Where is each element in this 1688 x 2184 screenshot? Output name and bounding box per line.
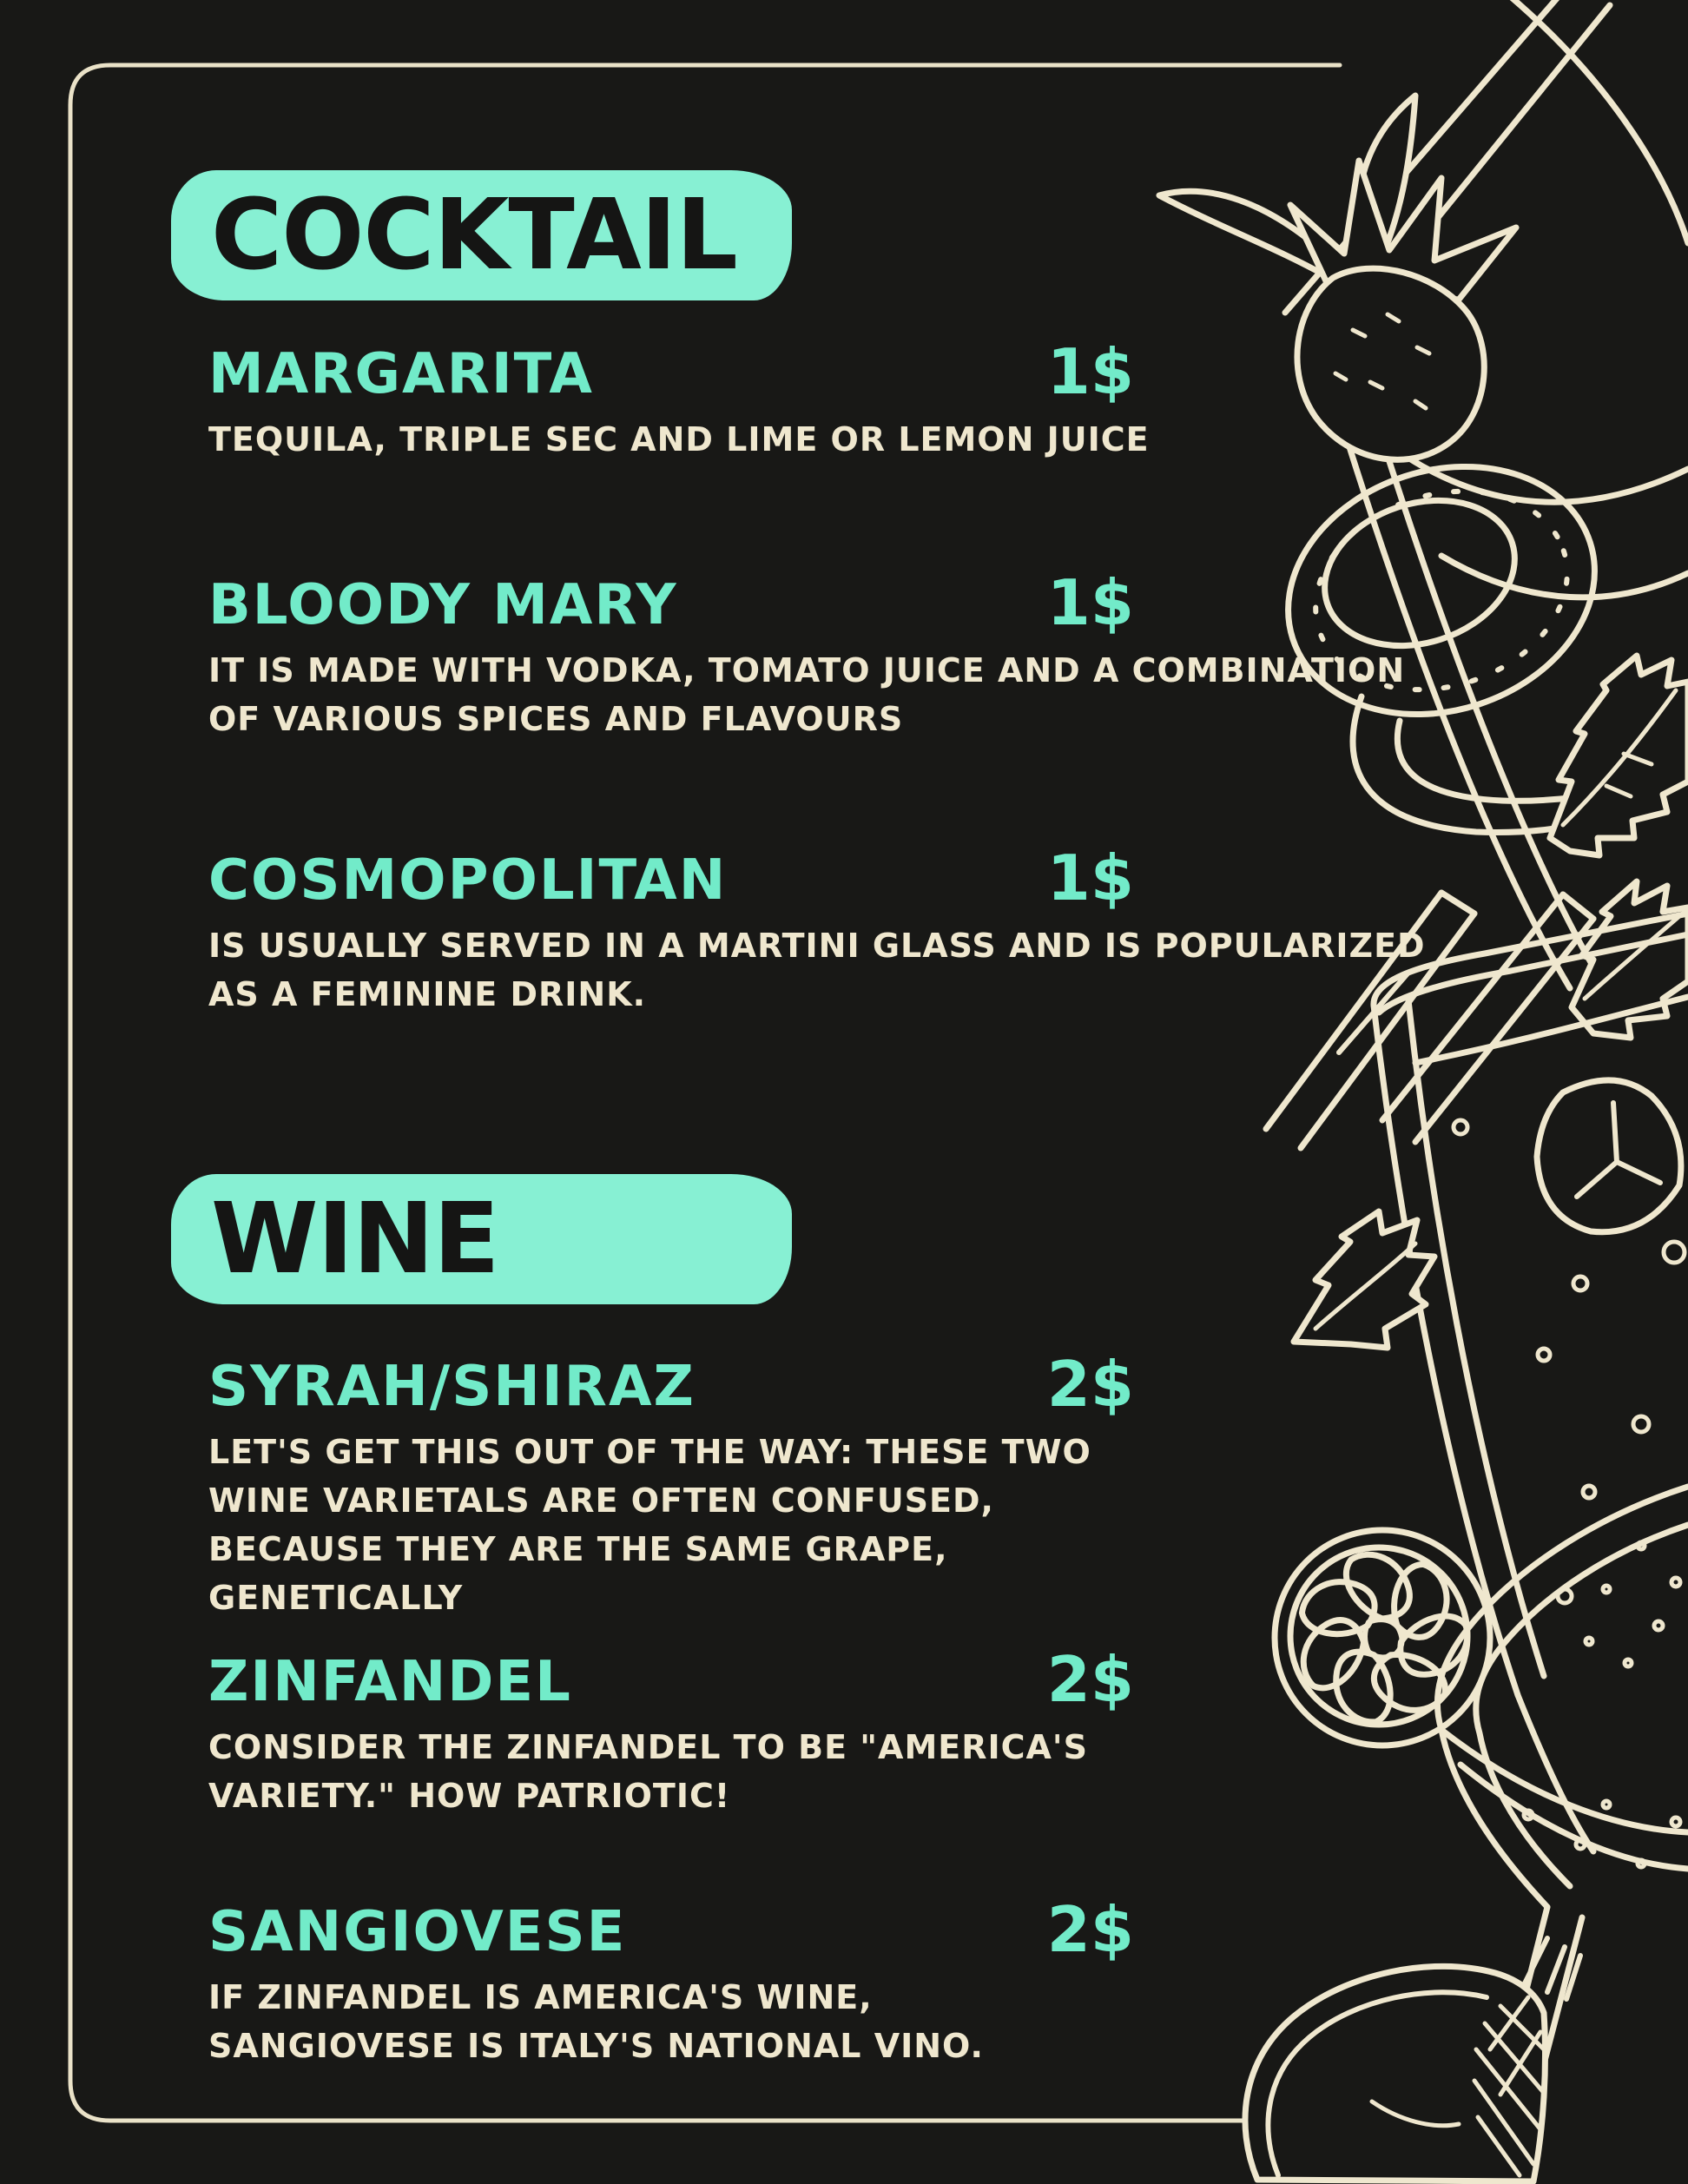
martini-glass-illustration <box>1437 1487 1688 2184</box>
item-name: COSMOPOLITAN <box>208 848 728 913</box>
item-price: 1$ <box>1046 841 1134 914</box>
item-price: 2$ <box>1046 1893 1134 1966</box>
lime-wedge-illustration <box>1245 1966 1546 2181</box>
item-name: SYRAH/SHIRAZ <box>208 1355 696 1419</box>
item-price: 2$ <box>1046 1643 1134 1716</box>
item-price: 2$ <box>1046 1348 1134 1421</box>
citrus-wheel-illustration <box>1275 1530 1490 1745</box>
item-name: MARGARITA <box>208 342 594 406</box>
item-description: CONSIDER THE ZINFANDEL TO BE "AMERICA'S VARIETY." HOW PATRIOTIC! <box>208 1728 1088 1815</box>
leaf-illustration <box>1294 1211 1434 1348</box>
item-name: BLOODY MARY <box>208 573 678 637</box>
item-description: IT IS MADE WITH VODKA, TOMATO JUICE AND A COMBINATION OF VARIOUS SPICES AND FLAVOURS <box>208 651 1406 738</box>
item-description: IF ZINFANDEL IS AMERICA'S WINE, SANGIOVESE IS ITALY'S NATIONAL VINO. <box>208 1978 984 2065</box>
section-header-cocktail <box>171 170 792 300</box>
menu-item-cosmopolitan <box>208 848 1441 1019</box>
item-description: LET'S GET THIS OUT OF THE WAY: THESE TWO WINE VARIETALS ARE OFTEN CONFUSED, BECAUSE THEY ARE THE SAME GRAPE, GENETICALLY <box>208 1433 1091 1617</box>
mint-leaves-illustration <box>1550 656 1688 1038</box>
section-title: COCKTAIL <box>211 179 737 292</box>
item-price: 1$ <box>1046 335 1134 408</box>
strawberry-cocktail-illustration <box>1159 0 1688 988</box>
item-description: TEQUILA, TRIPLE SEC AND LIME OR LEMON JUICE <box>208 420 1150 459</box>
item-description: IS USUALLY SERVED IN A MARTINI GLASS AND IS POPULARIZED AS A FEMININE DRINK. <box>208 927 1426 1013</box>
menu-item-bloody-mary <box>208 573 1424 743</box>
item-name: ZINFANDEL <box>208 1650 572 1714</box>
item-price: 1$ <box>1046 566 1134 639</box>
section-title: WINE <box>211 1183 499 1296</box>
highball-glass-illustration <box>1374 914 1688 1851</box>
section-header-wine <box>171 1174 792 1304</box>
cocktail-line-art <box>1155 0 1688 2184</box>
item-name: SANGIOVESE <box>208 1900 627 1964</box>
